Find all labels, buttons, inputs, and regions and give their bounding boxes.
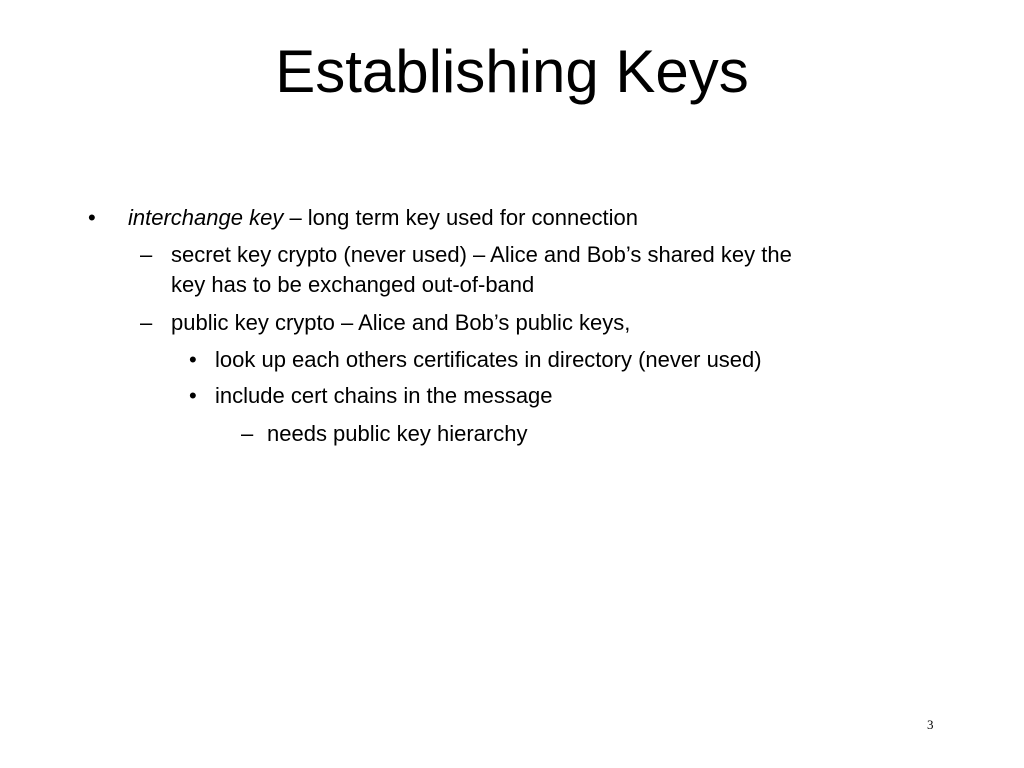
subsubbullet-look-up: look up each others certificates in directory (never used): [215, 347, 762, 372]
dash-marker: –: [140, 310, 153, 335]
dash-marker: –: [140, 242, 153, 267]
bullet-text: – long term key used for connection: [283, 205, 638, 230]
subbullet-public-key: public key crypto – Alice and Bob’s public keys,: [171, 310, 631, 335]
bullet-interchange-key: [128, 203, 638, 233]
bullet-marker: •: [189, 347, 197, 372]
bullet-marker: •: [189, 383, 197, 408]
bullet-marker: •: [88, 205, 96, 230]
subsubbullet-cert-chains: include cert chains in the message: [215, 383, 553, 408]
level4-public-key-hierarchy: needs public key hierarchy: [267, 421, 528, 446]
subbullet-secret-key-line1: secret key crypto (never used) – Alice and Bob’s shared key the: [171, 242, 792, 267]
slide-title: Establishing Keys: [275, 38, 749, 105]
subbullet-secret-key-line2: key has to be exchanged out-of-band: [171, 272, 535, 297]
dash-marker: –: [241, 421, 254, 446]
page-number: 3: [927, 717, 934, 732]
bullet-term: interchange key: [128, 205, 284, 230]
